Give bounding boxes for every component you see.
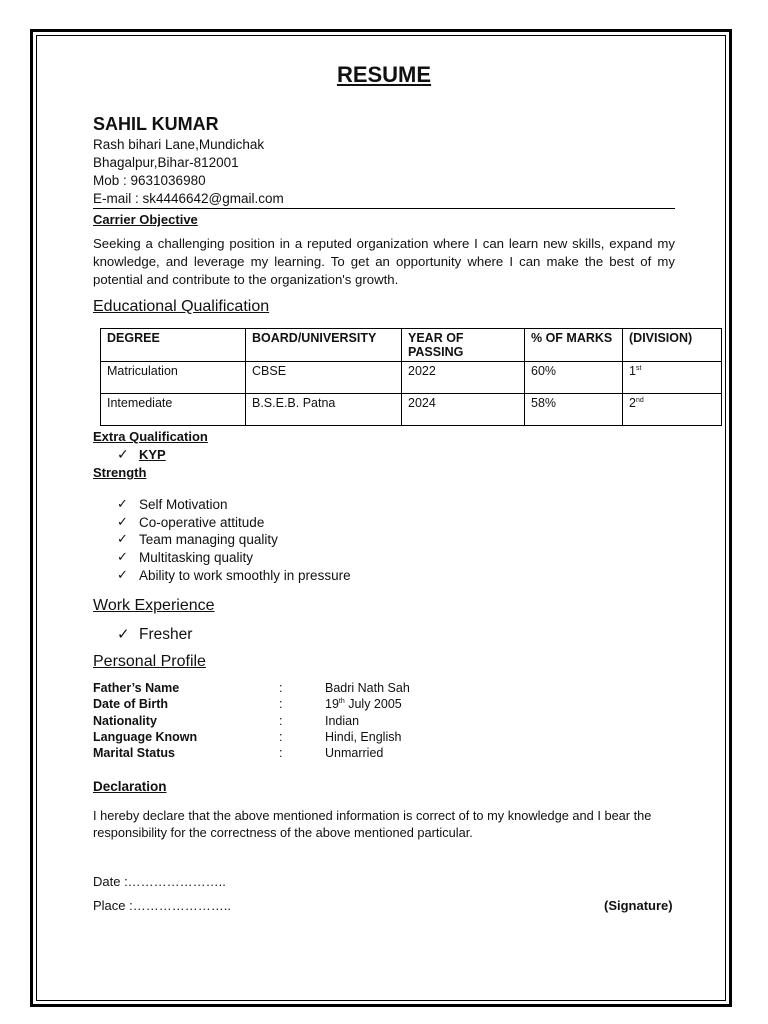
division-value: 1 <box>629 364 636 378</box>
resume-title: RESUME <box>336 62 432 87</box>
work-experience-heading: Work Experience <box>93 597 215 614</box>
address-line-2: Bhagalpur,Bihar-812001 <box>93 155 239 170</box>
checkmark-icon: ✓ <box>117 446 129 462</box>
checkmark-icon: ✓ <box>117 496 128 511</box>
strength-heading: Strength <box>93 465 147 480</box>
profile-value: Hindi, English <box>325 730 402 744</box>
division-cell <box>623 394 722 426</box>
degree-cell: Intemediate <box>101 394 246 426</box>
table-row <box>101 362 722 394</box>
personal-profile-heading: Personal Profile <box>93 653 206 670</box>
place-line: Place :………………….. <box>93 898 231 913</box>
profile-label: Marital Status <box>93 746 175 760</box>
education-heading: Educational Qualification <box>93 298 270 315</box>
date-line: Date :………………….. <box>93 874 226 889</box>
division-suffix: st <box>635 364 642 372</box>
candidate-name: SAHIL KUMAR <box>93 114 219 134</box>
strength-item: Multitasking quality <box>139 550 254 565</box>
profile-label: Father’s Name <box>93 681 180 695</box>
strength-item: Co-operative attitude <box>139 515 265 530</box>
work-item: Fresher <box>139 626 193 643</box>
checkmark-icon: ✓ <box>117 626 130 643</box>
dob-day: 19 <box>325 697 339 711</box>
division-suffix: nd <box>635 396 644 404</box>
column-header: (DIVISION) <box>623 329 722 362</box>
column-header: BOARD/UNIVERSITY <box>246 329 402 362</box>
dob-day-suffix: th <box>338 697 345 705</box>
email-address: E-mail : sk4446642@gmail.com <box>93 191 284 206</box>
profile-separator: : <box>279 746 283 760</box>
marks-cell: 60% <box>525 362 623 394</box>
strength-item: Self Motivation <box>139 497 228 512</box>
column-header: DEGREE <box>101 329 246 362</box>
profile-label: Language Known <box>93 730 198 744</box>
extra-item: KYP <box>139 447 166 462</box>
table-row <box>101 394 722 426</box>
education-header-row <box>101 329 722 362</box>
division-cell <box>623 362 722 394</box>
objective-heading: Carrier Objective <box>93 212 198 227</box>
board-cell: B.S.E.B. Patna <box>246 394 402 426</box>
address-line-1: Rash bihari Lane,Mundichak <box>93 137 265 152</box>
dob-month-year: July 2005 <box>344 697 402 711</box>
declaration-text: I hereby declare that the above mentioned information is correct of to my knowledge and I bear the responsibility for the correctness of the above mentioned particular. <box>93 808 652 840</box>
strength-item: Ability to work smoothly in pressure <box>139 568 351 583</box>
objective-text: Seeking a challenging position in a reputed organization where I can learn new skills, expand my knowledge, and leverage my learning. To get an opportunity where I can make the best of my potential and contribute to the organization's growth. <box>93 236 675 287</box>
year-cell: 2022 <box>402 362 525 394</box>
mobile-number: Mob : 9631036980 <box>93 173 206 188</box>
profile-value <box>325 697 402 711</box>
signature-label: (Signature) <box>604 898 673 913</box>
checkmark-icon: ✓ <box>117 549 128 564</box>
checkmark-icon: ✓ <box>117 567 128 582</box>
profile-separator: : <box>279 697 283 711</box>
degree-cell: Matriculation <box>101 362 246 394</box>
profile-value: Unmarried <box>325 746 384 760</box>
column-header: % OF MARKS <box>525 329 623 362</box>
profile-separator: : <box>279 730 283 744</box>
marks-cell: 58% <box>525 394 623 426</box>
board-cell: CBSE <box>246 362 402 394</box>
strength-item: Team managing quality <box>139 532 278 547</box>
profile-label: Date of Birth <box>93 697 168 711</box>
profile-separator: : <box>279 714 283 728</box>
profile-value: Badri Nath Sah <box>325 681 410 695</box>
checkmark-icon: ✓ <box>117 531 128 546</box>
declaration-heading: Declaration <box>93 779 167 794</box>
education-table <box>100 328 722 426</box>
header-divider <box>93 208 675 209</box>
checkmark-icon: ✓ <box>117 514 128 529</box>
year-cell: 2024 <box>402 394 525 426</box>
profile-separator: : <box>279 681 283 695</box>
profile-value: Indian <box>325 714 360 728</box>
division-value: 2 <box>629 396 636 410</box>
extra-qualification-heading: Extra Qualification <box>93 429 208 444</box>
column-header: YEAR OF PASSING <box>402 329 525 362</box>
profile-label: Nationality <box>93 714 157 728</box>
